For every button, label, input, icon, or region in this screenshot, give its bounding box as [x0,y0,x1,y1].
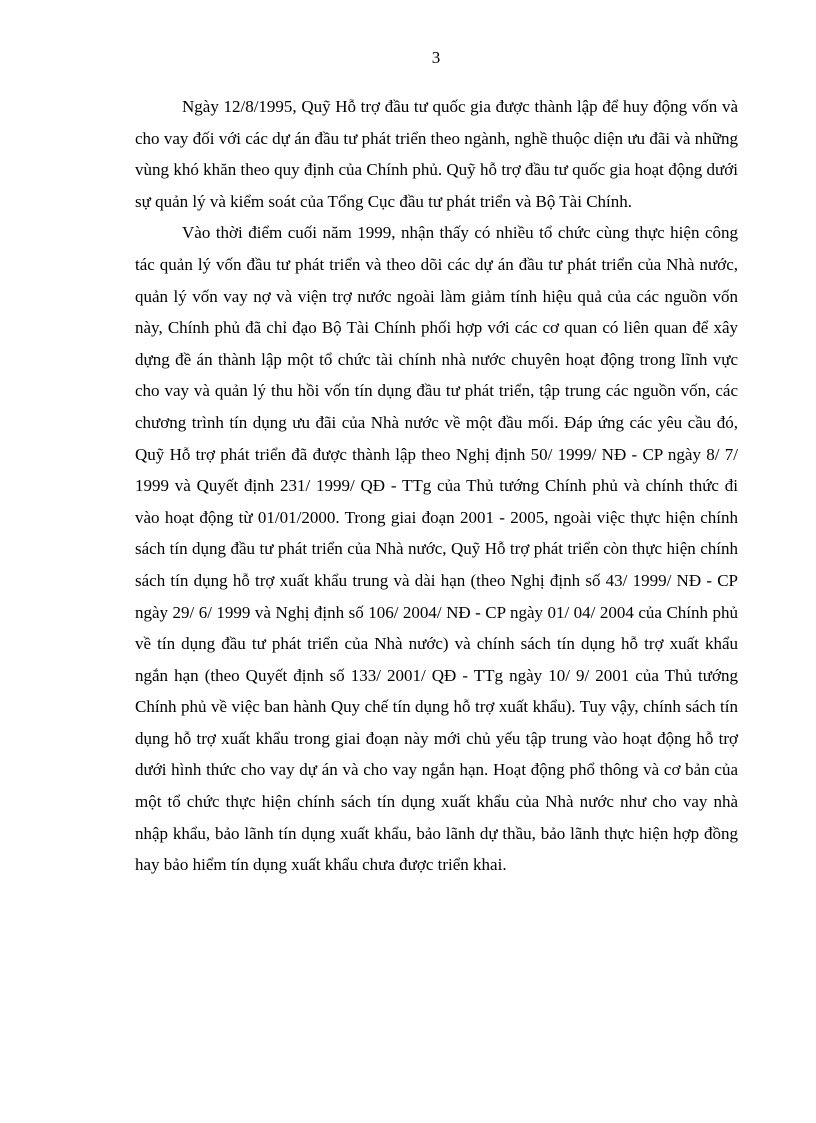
paragraph-national-investment-support-fund: Ngày 12/8/1995, Quỹ Hỗ trợ đầu tư quốc gia được thành lập để huy động vốn và cho vay đối với các dự án đầu tư phát triển theo ngành, nghề thuộc diện ưu đãi và những vùng khó khăn theo quy định của Chính phủ. Quỹ hỗ trợ đầu tư quốc gia hoạt động dưới sự quản lý và kiểm soát của Tổng Cục đầu tư phát triển và Bộ Tài Chính. [135,97,738,211]
paragraph-development-support-fund: Vào thời điểm cuối năm 1999, nhận thấy có nhiều tổ chức cùng thực hiện công tác quản lý vốn đầu tư phát triển và theo dõi các dự án đầu tư phát triển của Nhà nước, quản lý vốn vay nợ và viện trợ nước ngoài làm giảm tính hiệu quả của các nguồn vốn này, Chính phủ đã chỉ đạo Bộ Tài Chính phối hợp với các cơ quan có liên quan để xây dựng đề án thành lập một tổ chức tài chính nhà nước chuyên hoạt động trong lĩnh vực cho vay và quản lý thu hồi vốn tín dụng đầu tư phát triển, tập trung các nguồn vốn, các chương trình tín dụng ưu đãi của Nhà nước về một đầu mối. Đáp ứng các yêu cầu đó, Quỹ Hỗ trợ phát triển đã được thành lập theo Nghị định 50/ 1999/ NĐ - CP ngày 8/ 7/ 1999 và Quyết định 231/ 1999/ QĐ - TTg của Thủ tướng Chính phủ và chính thức đi vào hoạt động từ 01/01/2000. Trong giai đoạn 2001 - 2005, ngoài việc thực hiện chính sách tín dụng đầu tư phát triển của Nhà nước, Quỹ Hỗ trợ phát triển còn thực hiện chính sách tín dụng hỗ trợ xuất khẩu trung và dài hạn (theo Nghị định số 43/ 1999/ NĐ - CP ngày 29/ 6/ 1999 và Nghị định số 106/ 2004/ NĐ - CP ngày 01/ 04/ 2004 của Chính phủ về tín dụng đầu tư phát triển của Nhà nước) và chính sách tín dụng hỗ trợ xuất khẩu ngắn hạn (theo Quyết định số 133/ 2001/ QĐ - TTg ngày 10/ 9/ 2001 của Thủ tướng Chính phủ về việc ban hành Quy chế tín dụng hỗ trợ xuất khẩu). Tuy vậy, chính sách tín dụng hỗ trợ xuất khẩu trong giai đoạn này mới chủ yếu tập trung vào hoạt động hỗ trợ dưới hình thức cho vay dự án và cho vay ngắn hạn. Hoạt động phổ thông và cơ bản của một tổ chức thực hiện chính sách tín dụng xuất khẩu của Nhà nước như cho vay nhà nhập khẩu, bảo lãnh tín dụng xuất khẩu, bảo lãnh dự thầu, bảo lãnh thực hiện hợp đồng hay bảo hiểm tín dụng xuất khẩu chưa được triển khai. [135,223,738,875]
document-body [135,91,738,881]
page-number: 3 [431,48,441,67]
